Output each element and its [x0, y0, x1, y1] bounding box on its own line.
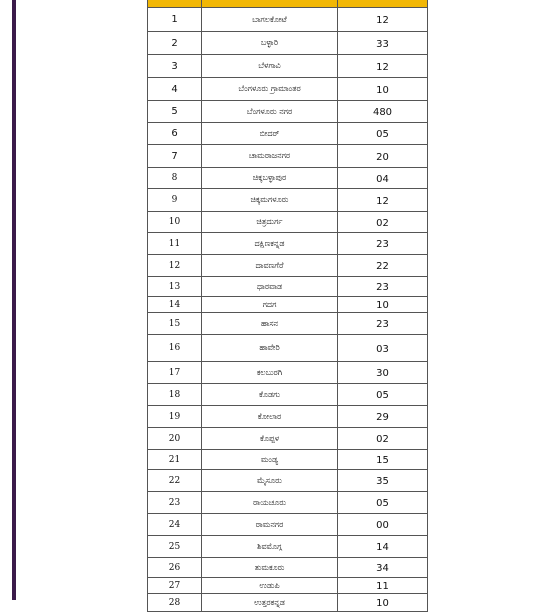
row-count-cell: 20: [338, 145, 428, 168]
table-row: [148, 277, 428, 297]
table-row: [148, 55, 428, 78]
row-count-cell: 34: [338, 558, 428, 578]
row-district-cell: ಬೆಂಗಳೂರು ನಗರ: [202, 101, 338, 123]
table-row: [148, 384, 428, 406]
row-serial-cell: 23: [148, 492, 202, 514]
row-serial-cell: 5: [148, 101, 202, 123]
table-row: [148, 558, 428, 578]
row-serial-cell: 1: [148, 8, 202, 32]
row-count-cell: 22: [338, 255, 428, 277]
row-district-cell: ಗದಗ: [202, 297, 338, 313]
row-district-cell: ರಾಯಚೂರು: [202, 492, 338, 514]
row-serial-cell: 15: [148, 313, 202, 335]
row-serial-cell: 20: [148, 428, 202, 450]
row-district-cell: ಮಂಡ್ಯ: [202, 450, 338, 470]
row-count-cell: 480: [338, 101, 428, 123]
row-count-cell: 12: [338, 8, 428, 32]
table-row: [148, 145, 428, 168]
row-count-cell: 10: [338, 297, 428, 313]
row-district-cell: ಶಿವಮೊಗ್ಗ: [202, 536, 338, 558]
table-row: [148, 536, 428, 558]
row-count-cell: 23: [338, 233, 428, 255]
row-district-cell: ಕೊಪ್ಪಳ: [202, 428, 338, 450]
row-district-cell: ಚಿತ್ರದುರ್ಗ: [202, 212, 338, 233]
row-serial-cell: 8: [148, 168, 202, 189]
row-count-cell: 04: [338, 168, 428, 189]
row-count-cell: 11: [338, 578, 428, 594]
row-serial-cell: 2: [148, 32, 202, 55]
row-district-cell: ಕೋಲಾರ: [202, 406, 338, 428]
row-serial-cell: 27: [148, 578, 202, 594]
table-row: [148, 470, 428, 492]
row-district-cell: ಮೈಸೂರು: [202, 470, 338, 492]
row-district-cell: ಕೊಡಗು: [202, 384, 338, 406]
row-serial-cell: 22: [148, 470, 202, 492]
table-row: [148, 168, 428, 189]
row-serial-cell: 19: [148, 406, 202, 428]
row-district-cell: ಉಡುಪಿ: [202, 578, 338, 594]
table-row: [148, 450, 428, 470]
row-count-cell: 00: [338, 514, 428, 536]
row-district-cell: ಕಲಬುರಗಿ: [202, 362, 338, 384]
table-row: [148, 233, 428, 255]
row-district-cell: ಹಾವೇರಿ: [202, 335, 338, 362]
table-header-row: [148, 0, 428, 8]
table-row: [148, 212, 428, 233]
table-row: [148, 514, 428, 536]
row-serial-cell: 17: [148, 362, 202, 384]
row-serial-cell: 16: [148, 335, 202, 362]
district-table-container: [147, 0, 427, 612]
row-serial-cell: 7: [148, 145, 202, 168]
row-serial-cell: 4: [148, 78, 202, 101]
row-count-cell: 12: [338, 55, 428, 78]
row-count-cell: 05: [338, 123, 428, 145]
row-count-cell: 10: [338, 78, 428, 101]
row-district-cell: ದಕ್ಷಿಣಕನ್ನಡ: [202, 233, 338, 255]
header-sl: [148, 0, 202, 8]
row-district-cell: ಉತ್ತರಕನ್ನಡ: [202, 594, 338, 612]
row-district-cell: ಹಾಸನ: [202, 313, 338, 335]
row-count-cell: 33: [338, 32, 428, 55]
table-row: [148, 428, 428, 450]
row-serial-cell: 13: [148, 277, 202, 297]
row-district-cell: ಬಳ್ಳಾರಿ: [202, 32, 338, 55]
row-serial-cell: 12: [148, 255, 202, 277]
table-row: [148, 255, 428, 277]
district-table: [147, 0, 428, 612]
table-row: [148, 406, 428, 428]
row-district-cell: ದಾವಣಗೆರೆ: [202, 255, 338, 277]
table-row: [148, 189, 428, 212]
row-serial-cell: 9: [148, 189, 202, 212]
row-count-cell: 12: [338, 189, 428, 212]
row-count-cell: 14: [338, 536, 428, 558]
row-serial-cell: 18: [148, 384, 202, 406]
row-count-cell: 10: [338, 594, 428, 612]
table-row: [148, 101, 428, 123]
header-district: [202, 0, 338, 8]
table-row: [148, 313, 428, 335]
row-serial-cell: 11: [148, 233, 202, 255]
row-serial-cell: 6: [148, 123, 202, 145]
table-row: [148, 594, 428, 612]
row-serial-cell: 28: [148, 594, 202, 612]
row-count-cell: 23: [338, 277, 428, 297]
row-district-cell: ಚಾಮರಾಜನಗರ: [202, 145, 338, 168]
row-district-cell: ಚಿಕ್ಕಬಳ್ಳಾಪುರ: [202, 168, 338, 189]
row-count-cell: 02: [338, 428, 428, 450]
row-count-cell: 35: [338, 470, 428, 492]
table-row: [148, 78, 428, 101]
row-count-cell: 30: [338, 362, 428, 384]
row-district-cell: ಚಿಕ್ಕಮಗಳೂರು: [202, 189, 338, 212]
row-district-cell: ರಾಮನಗರ: [202, 514, 338, 536]
row-count-cell: 29: [338, 406, 428, 428]
row-district-cell: ಬಾಗಲಕೋಟೆ: [202, 8, 338, 32]
table-row: [148, 335, 428, 362]
row-count-cell: 15: [338, 450, 428, 470]
row-serial-cell: 10: [148, 212, 202, 233]
row-district-cell: ತುಮಕೂರು: [202, 558, 338, 578]
row-serial-cell: 14: [148, 297, 202, 313]
table-row: [148, 32, 428, 55]
table-row: [148, 362, 428, 384]
table-row: [148, 578, 428, 594]
table-row: [148, 297, 428, 313]
table-row: [148, 123, 428, 145]
row-district-cell: ಬೆಳಗಾವಿ: [202, 55, 338, 78]
row-count-cell: 03: [338, 335, 428, 362]
page-left-border: [12, 0, 16, 600]
row-count-cell: 02: [338, 212, 428, 233]
row-serial-cell: 21: [148, 450, 202, 470]
row-district-cell: ಬೆಂಗಳೂರು ಗ್ರಾಮಾಂತರ: [202, 78, 338, 101]
table-body: [148, 8, 428, 612]
row-count-cell: 05: [338, 384, 428, 406]
header-count: [338, 0, 428, 8]
table-row: [148, 492, 428, 514]
table-row: [148, 8, 428, 32]
row-district-cell: ಧಾರವಾಡ: [202, 277, 338, 297]
row-count-cell: 23: [338, 313, 428, 335]
row-serial-cell: 26: [148, 558, 202, 578]
row-serial-cell: 25: [148, 536, 202, 558]
row-district-cell: ಬೀದರ್: [202, 123, 338, 145]
row-serial-cell: 3: [148, 55, 202, 78]
row-serial-cell: 24: [148, 514, 202, 536]
row-count-cell: 05: [338, 492, 428, 514]
